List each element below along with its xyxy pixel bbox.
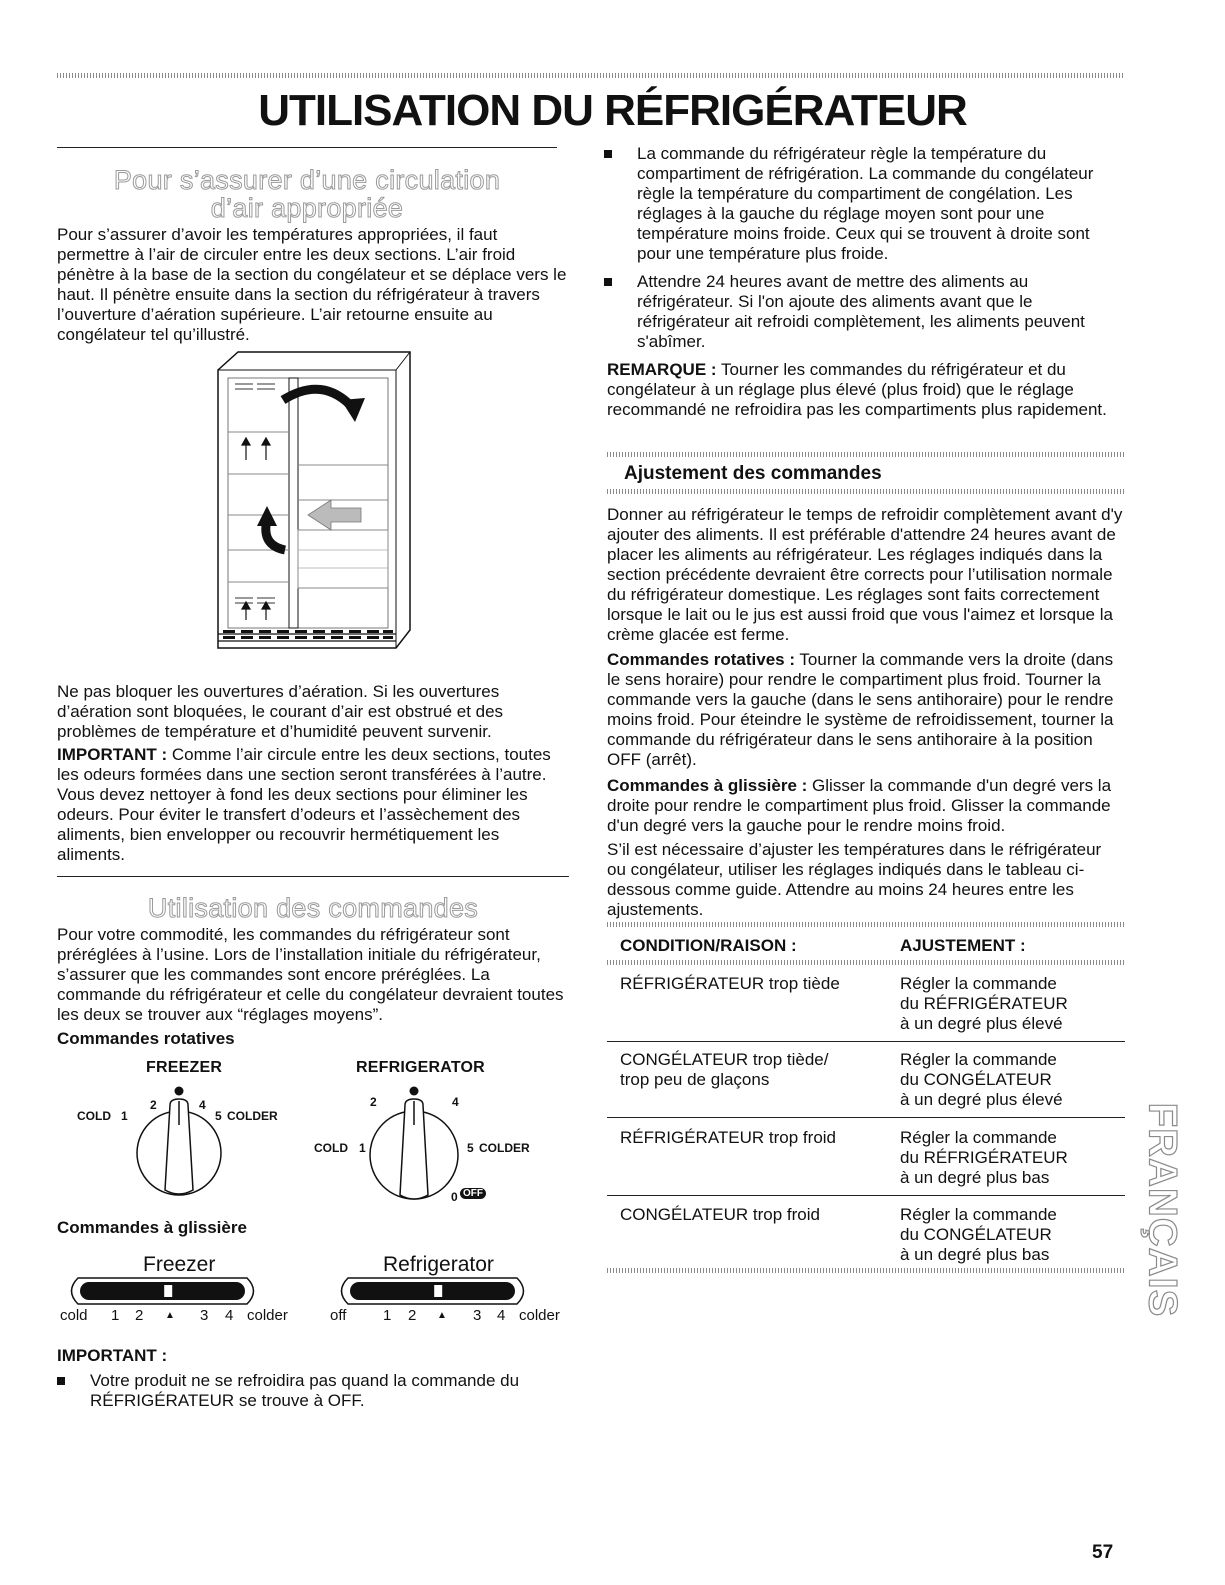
freezer-scale-marker: ▲ [165, 1310, 175, 1321]
refrigerator-n5: 5 [467, 1141, 474, 1155]
circulation-heading-line1: Pour s’assurer d’une circulation [113, 165, 501, 195]
table-row-rule [607, 1041, 1125, 1042]
slide-label: Commandes à glissière : [607, 776, 808, 795]
side-tab-label: FRANÇAIS [1140, 1102, 1185, 1318]
adjust-note: S’il est nécessaire d’ajuster les températures dans le réfrigérateur ou congélateur, utiliser les réglages indiqués dans le tableau ci-dessous comme guide. Attendre au moins 24 heures entre les ajustements. [607, 840, 1102, 919]
freezer-n1: 1 [121, 1109, 128, 1123]
freezer-dial-title: FREEZER [146, 1059, 223, 1076]
refrigerator-n4: 4 [452, 1095, 459, 1109]
adjust-intro: Donner au réfrigérateur le temps de refroidir complètement avant d'y ajouter des aliments. Il est préférable d'attendre 24 heures avant de placer les aliments au réfrigérateur. Les réglages indiqués dans la section précédente devraient être corrects pour l’utilisation normale du réfrigérateur domestique. Les réglages sont faits correctement lorsque le lait ou le jus est aussi froid que vous l'aimez et lorsque la crème glacée est ferme. [607, 505, 1123, 644]
freezer-slider-title: Freezer [143, 1253, 216, 1276]
refrigerator-dial[interactable] [310, 1085, 550, 1210]
table-row-1-adjust: Régler la commande du RÉFRIGÉRATEUR à un degré plus élevé [900, 974, 1068, 1033]
refrigerator-n0: 0 [451, 1190, 458, 1204]
refrigerator-scale-3: 3 [473, 1307, 482, 1324]
rotary-text: Tourner la commande vers la droite (dans le sens horaire) pour rendre le compartiment plus froid. Tourner la commande vers la gauche (dans le sens antihoraire) pour le rendre moins froid. Pour éteindre le système de refroidissement, tourner la commande du réfrigérateur dans le sens antihoraire à la position OFF (arrêt). [607, 650, 1114, 769]
section-rule-2 [57, 876, 569, 877]
airflow-diagram [213, 350, 413, 652]
language-side-tab [1140, 1075, 1185, 1345]
table-header-condition: CONDITION/RAISON : [620, 936, 797, 955]
freezer-n4: 4 [199, 1098, 206, 1112]
circulation-intro: Pour s’assurer d’avoir les températures appropriées, il faut permettre à l’air de circuler entre les deux sections. L’air froid pénètre à la base de la section du congélateur et se déplace vers le haut. Il pénètre ensuite dans la section du réfrigérateur à travers l’ouverture d’aération supérieure. L’air retourne ensuite au congélateur tel qu’illustré. [57, 225, 567, 344]
controls-important-bullet [90, 1371, 560, 1411]
freezer-cold-label: COLD [77, 1109, 111, 1123]
right-bullet-1-text: La commande du réfrigérateur règle la température du compartiment de réfrigération. La commande du congélateur règle la température du compartiment de congélation. Les réglages à la gauche du réglage moyen sont pour une température moins froide. Ceux qui se trouvent à droite sont pour une température plus froide. [637, 144, 1094, 263]
freezer-n2: 2 [150, 1098, 157, 1112]
table-row-4-adjust: Régler la commande du CONGÉLATEUR à un degré plus bas [900, 1205, 1057, 1264]
top-dotted-rule [57, 73, 1125, 78]
freezer-scale-3: 3 [200, 1307, 209, 1324]
freezer-scale-4: 4 [225, 1307, 234, 1324]
table-header-rule [607, 960, 1125, 965]
table-row-2-adjust: Régler la commande du CONGÉLATEUR à un degré plus élevé [900, 1050, 1063, 1109]
important-label: IMPORTANT : [57, 745, 168, 764]
table-row-rule [607, 1195, 1125, 1196]
right-bullet-2-text: Attendre 24 heures avant de mettre des aliments au réfrigérateur. Si l'on ajoute des aliments avant que le réfrigérateur ait refroidi complètement, les aliments peuvent s'abîmer. [637, 272, 1085, 351]
circulation-important [57, 745, 569, 865]
remarque-note [607, 360, 1107, 420]
remarque-text: Tourner les commandes du réfrigérateur et du congélateur à un réglage plus élevé (plus froid) que le réglage recommandé ne refroidira pas les compartiments plus rapidement. [607, 360, 1107, 419]
refrigerator-slider[interactable] [330, 1276, 535, 1306]
freezer-knob-icon [130, 1085, 230, 1203]
table-row-rule [607, 1117, 1125, 1118]
remarque-label: REMARQUE : [607, 360, 717, 379]
refrigerator-scale-colder: colder [519, 1307, 560, 1324]
refrigerator-slider-track-icon [330, 1276, 535, 1306]
airflow-illustration [213, 350, 413, 652]
controls-important-text: Votre produit ne se refroidira pas quand la commande du RÉFRIGÉRATEUR se trouve à OFF. [90, 1371, 520, 1410]
rotary-controls-label: Commandes rotatives [57, 1029, 235, 1048]
blocking-warning: Ne pas bloquer les ouvertures d’aération. Si les ouvertures d’aération sont bloquées, le courant d’air est obstrué et des problèmes de température et d’humidité peuvent survenir. [57, 682, 504, 741]
table-row-1-condition: RÉFRIGÉRATEUR trop tiède [620, 974, 840, 993]
table-row-4-condition: CONGÉLATEUR trop froid [620, 1205, 820, 1224]
adjust-heading: Ajustement des commandes [624, 463, 882, 484]
right-bullet-1 [637, 144, 1127, 264]
table-top-rule [607, 922, 1125, 927]
refrigerator-colder-label: COLDER [479, 1141, 530, 1155]
bullet-icon [57, 1377, 65, 1385]
rotary-instructions [607, 650, 1117, 770]
freezer-slider-track-icon [60, 1276, 265, 1306]
table-row-2-condition: CONGÉLATEUR trop tiède/ trop peu de glaçons [620, 1050, 829, 1089]
slide-controls-label: Commandes à glissière [57, 1218, 247, 1237]
freezer-scale-cold: cold [60, 1307, 88, 1324]
slide-text: Glisser la commande d'un degré vers la droite pour rendre le compartiment plus froid. Glisser la commande d'un degré vers la gauche pour le rendre moins froid. [607, 776, 1112, 835]
freezer-scale-2: 2 [135, 1307, 144, 1324]
table-header-adjust: AJUSTEMENT : [900, 936, 1026, 955]
table-row-3-adjust: Régler la commande du RÉFRIGÉRATEUR à un degré plus bas [900, 1128, 1068, 1187]
refrigerator-knob-icon [365, 1085, 465, 1210]
bullet-icon [604, 150, 612, 158]
freezer-scale-1: 1 [111, 1307, 120, 1324]
adjust-top-rule [607, 452, 1125, 457]
freezer-dial[interactable] [75, 1085, 295, 1205]
refrigerator-slider-title: Refrigerator [383, 1253, 494, 1276]
page-title: UTILISATION DU RÉFRIGÉRATEUR [258, 86, 967, 135]
adjust-bottom-rule [607, 489, 1125, 494]
refrigerator-scale-off: off [330, 1307, 347, 1324]
freezer-scale-colder: colder [247, 1307, 288, 1324]
refrigerator-off-label: OFF [460, 1188, 486, 1199]
freezer-colder-label: COLDER [227, 1109, 278, 1123]
right-bullet-2 [637, 272, 1117, 352]
table-row-3-condition: RÉFRIGÉRATEUR trop froid [620, 1128, 837, 1147]
refrigerator-n2: 2 [370, 1095, 377, 1109]
controls-intro: Pour votre commodité, les commandes du réfrigérateur sont préréglées à l’usine. Lors de l’installation initiale du réfrigérateur, s’assurer que les commandes sont encore préréglées. La commande du réfrigérateur et celle du congélateur devraient toutes les deux se trouver aux “réglages moyens”. [57, 925, 564, 1024]
refrigerator-dial-title: REFRIGERATOR [356, 1059, 485, 1076]
freezer-n5: 5 [215, 1109, 222, 1123]
section-rule [57, 147, 557, 148]
refrigerator-scale-4: 4 [497, 1307, 506, 1324]
controls-heading: Utilisation des commandes [147, 893, 479, 923]
refrigerator-n1: 1 [359, 1141, 366, 1155]
rotary-label: Commandes rotatives : [607, 650, 795, 669]
refrigerator-scale-2: 2 [408, 1307, 417, 1324]
refrigerator-scale-1: 1 [383, 1307, 392, 1324]
table-bottom-rule [607, 1268, 1125, 1273]
page-number: 57 [1092, 1542, 1114, 1563]
refrigerator-scale-marker: ▲ [437, 1310, 447, 1321]
freezer-slider[interactable] [60, 1276, 265, 1306]
important-text: Comme l’air circule entre les deux sections, toutes les odeurs formées dans une section seront transférées à l’autre. Vous devez nettoyer à fond les deux sections pour éliminer les odeurs. Pour éviter le transfert d’odeurs et l’assèchement des aliments, bien envelopper ou recouvrir hermétiquement les aliments. [57, 745, 551, 864]
circulation-heading-line2: d’air appropriée [210, 193, 404, 223]
controls-important-label: IMPORTANT : [57, 1346, 168, 1365]
refrigerator-cold-label: COLD [314, 1141, 348, 1155]
bullet-icon [604, 278, 612, 286]
slide-instructions [607, 776, 1125, 836]
